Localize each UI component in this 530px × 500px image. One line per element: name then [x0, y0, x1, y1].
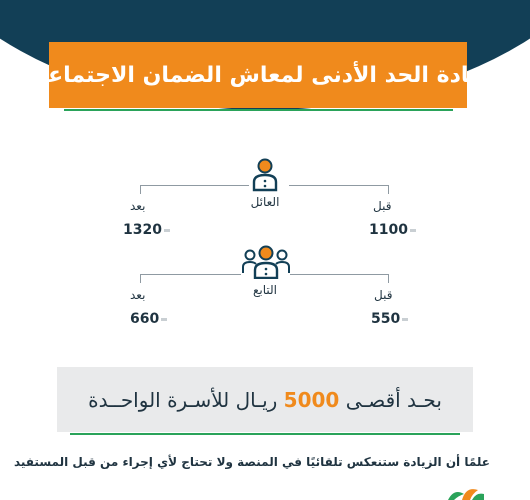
- title-banner: [25, 42, 491, 108]
- amount-underline-bar: [410, 229, 416, 232]
- connector-tick-left-2: [140, 274, 141, 283]
- max-amount-value: 5000: [283, 387, 340, 412]
- single-person-icon: [250, 158, 280, 192]
- after-label-provider: بعد: [130, 199, 146, 213]
- after-label-dependent: بعد: [130, 288, 146, 302]
- amount-underline-bar: [164, 229, 170, 232]
- max-prefix: بحـد أقصـى: [345, 387, 442, 412]
- amount-underline-bar: [402, 318, 408, 321]
- before-value-provider: 1100: [369, 222, 408, 238]
- connector-line-left-2: [140, 274, 241, 275]
- max-amount-text: [88, 388, 442, 412]
- before-amount-dependent: [371, 311, 408, 327]
- group-people-icon: [241, 245, 291, 279]
- after-amount-provider: [123, 222, 170, 238]
- after-amount-dependent: [130, 311, 167, 327]
- connector-tick-right-2: [388, 274, 389, 283]
- max-suffix: ريـال للأسـرة الواحــدة: [88, 387, 278, 412]
- connector-line-right-1: [289, 185, 389, 186]
- connector-line-left-1: [140, 185, 249, 186]
- connector-line-right-2: [290, 274, 389, 275]
- footer-note: علمًا أن الزيادة ستنعكس تلقائيًا في المنصة ولا تحتاج لأي إجراء من قبل المستفيد: [13, 455, 490, 469]
- before-amount-provider: [369, 222, 416, 238]
- before-label-provider: قبل: [373, 199, 392, 213]
- brand-logo-icon: [444, 484, 484, 500]
- connector-tick-left-1: [140, 185, 141, 194]
- max-amount-banner: [57, 367, 473, 432]
- after-value-provider: 1320: [123, 222, 162, 238]
- role-label-dependent: التابع: [253, 283, 277, 297]
- title-underline: [64, 109, 453, 111]
- max-banner-underline: [70, 433, 460, 435]
- connector-tick-right-1: [388, 185, 389, 194]
- page-title: زيادة الحد الأدنى لمعاش الضمان الاجتماعي: [25, 62, 491, 88]
- amount-underline-bar: [161, 318, 167, 321]
- before-value-dependent: 550: [371, 311, 401, 327]
- before-label-dependent: قبل: [374, 288, 393, 302]
- after-value-dependent: 660: [130, 311, 160, 327]
- role-label-provider: العائل: [250, 195, 280, 209]
